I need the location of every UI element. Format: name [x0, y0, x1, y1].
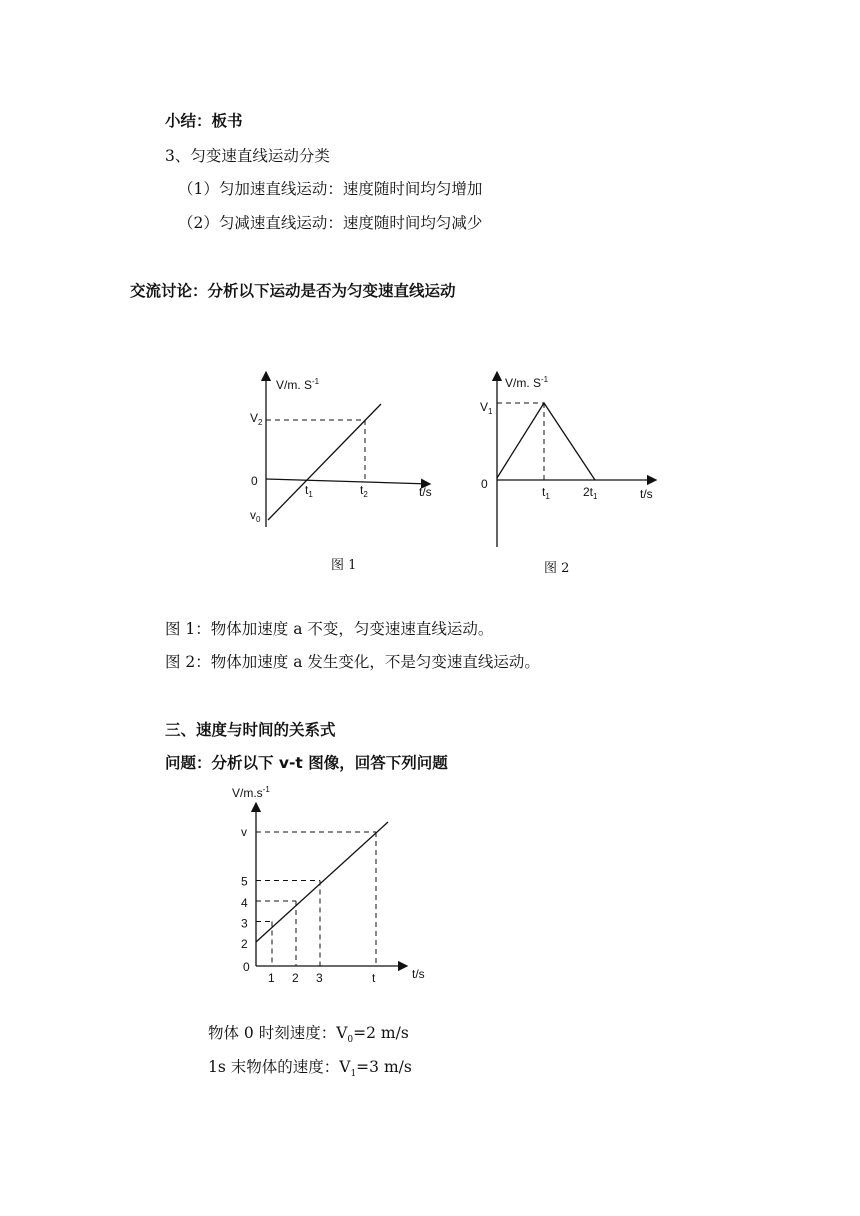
- fig1-caption: 图 1: [331, 558, 357, 573]
- conclusion-fig2: 图 2：物体加速度 a 发生变化，不是匀变速直线运动。: [165, 653, 540, 671]
- fig1-v0-label: $v_0$: [250, 508, 261, 524]
- vt-x-tick-3: 3: [316, 971, 323, 985]
- summary-sub-1: （1）匀加速直线运动：速度随时间均匀增加: [178, 180, 483, 198]
- vt-y-tick-2: 2: [241, 937, 248, 951]
- vt-series-line: [256, 822, 388, 942]
- section3-question: 问题：分析以下 v-t 图像，回答下列问题: [165, 754, 448, 772]
- fig1-ylabel: V/m. $S^{-1}$: [276, 377, 320, 392]
- fig1-t2-label: $t_2$: [360, 483, 368, 499]
- summary-heading: 小结：板书: [165, 112, 243, 130]
- fig2-v1-label: $V_1$: [480, 400, 493, 416]
- summary-sub-2: （2）匀减速直线运动：速度随时间均匀减少: [178, 214, 483, 232]
- vt-origin: 0: [243, 960, 250, 974]
- vt-y-tick-v: v: [241, 825, 247, 839]
- fig1-t1-label: $t_1$: [305, 483, 313, 499]
- section3-heading: 三、速度与时间的关系式: [165, 721, 336, 739]
- vt-ylabel: $V/m.s^{-1}$: [232, 785, 270, 800]
- fig1-v2-label: $V_2$: [250, 411, 263, 427]
- conclusion-fig1: 图 1：物体加速度 a 不变，匀变速速直线运动。: [165, 620, 494, 638]
- fig2-ylabel: V/m. $S^{-1}$: [505, 375, 549, 390]
- fig2-t1-label: $t_1$: [542, 485, 550, 501]
- vt-xlabel: t/s: [412, 967, 425, 981]
- fig1-xlabel: t/s: [419, 485, 432, 499]
- vt-x-tick-t: t: [372, 971, 376, 985]
- fig2-t2-label: $2t_1$: [583, 485, 598, 501]
- vt-y-tick-5: 5: [241, 874, 248, 889]
- summary-item-3: 3、匀变速直线运动分类: [165, 147, 330, 165]
- fig1-origin: 0: [251, 474, 258, 488]
- vt-y-tick-4: 4: [241, 896, 248, 910]
- vt-x-tick-2: 2: [292, 971, 299, 985]
- fig2-origin: 0: [481, 477, 488, 491]
- fig2-caption: 图 2: [544, 561, 570, 576]
- answer-v1: 1s 末物体的速度：$V_1=3$ m/s: [208, 1058, 412, 1080]
- answer-v0: 物体 0 时刻速度：$V_0=2$ m/s: [208, 1024, 409, 1046]
- fig2-xlabel: t/s: [640, 487, 653, 501]
- vt-y-tick-3: 3: [241, 916, 248, 931]
- discussion-heading: 交流讨论：分析以下运动是否为匀变速直线运动: [130, 282, 456, 300]
- vt-x-tick-1: 1: [268, 971, 275, 985]
